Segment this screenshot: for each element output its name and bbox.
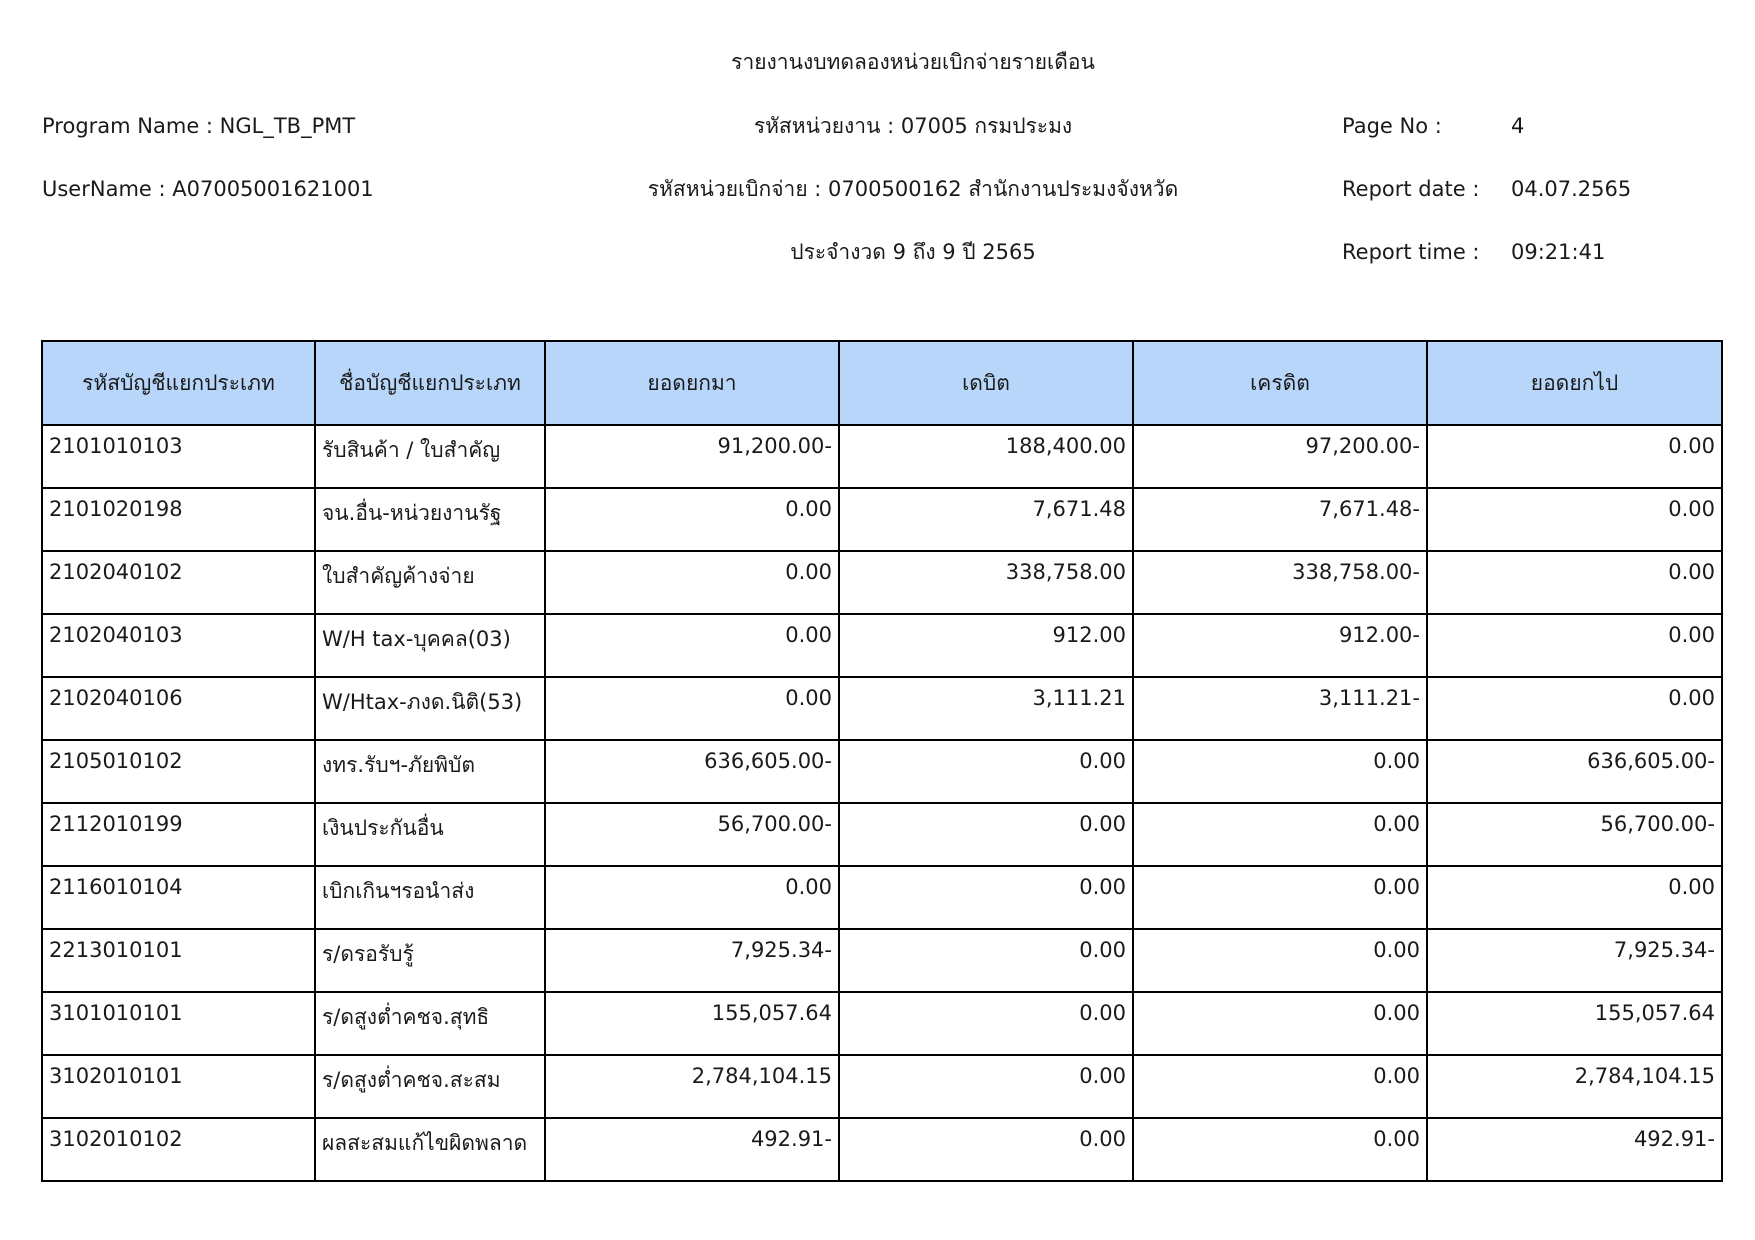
table-row xyxy=(42,1055,1722,1118)
report-title: รายงานงบทดลองหน่วยเบิกจ่ายรายเดือน xyxy=(731,50,1095,74)
cell-debit: 0.00 xyxy=(839,929,1133,992)
cell-account-code: 2102040102 xyxy=(42,551,315,614)
cell-credit: 338,758.00- xyxy=(1133,551,1427,614)
cell-opening-balance: 2,784,104.15 xyxy=(545,1055,839,1118)
cell-closing-balance: 155,057.64 xyxy=(1427,992,1722,1055)
disbursement-unit: รหัสหน่วยเบิกจ่าย : 0700500162 สำนักงานประมงจังหวัด xyxy=(647,177,1179,201)
cell-debit: 7,671.48 xyxy=(839,488,1133,551)
cell-closing-balance: 0.00 xyxy=(1427,677,1722,740)
cell-closing-balance: 0.00 xyxy=(1427,551,1722,614)
cell-account-code: 2112010199 xyxy=(42,803,315,866)
cell-debit: 0.00 xyxy=(839,1055,1133,1118)
page-no-label: Page No : xyxy=(1342,114,1442,138)
user-name: UserName : A07005001621001 xyxy=(42,177,374,201)
cell-account-code: 2105010102 xyxy=(42,740,315,803)
cell-account-name: ร/ดสูงต่ำคชจ.สุทธิ xyxy=(315,992,545,1055)
cell-account-name: ผลสะสมแก้ไขผิดพลาด xyxy=(315,1118,545,1181)
cell-account-name: งทร.รับฯ-ภัยพิบัต xyxy=(315,740,545,803)
cell-debit: 3,111.21 xyxy=(839,677,1133,740)
table-row xyxy=(42,488,1722,551)
cell-opening-balance: 7,925.34- xyxy=(545,929,839,992)
cell-opening-balance: 0.00 xyxy=(545,488,839,551)
cell-account-code: 2116010104 xyxy=(42,866,315,929)
report-period: ประจำงวด 9 ถึง 9 ปี 2565 xyxy=(790,240,1036,264)
cell-account-name: รับสินค้า / ใบสำคัญ xyxy=(315,425,545,488)
cell-account-code: 3101010101 xyxy=(42,992,315,1055)
cell-credit: 0.00 xyxy=(1133,866,1427,929)
cell-closing-balance: 0.00 xyxy=(1427,425,1722,488)
cell-opening-balance: 492.91- xyxy=(545,1118,839,1181)
table-header-row xyxy=(42,341,1722,425)
table-row xyxy=(42,425,1722,488)
cell-closing-balance: 492.91- xyxy=(1427,1118,1722,1181)
table-row xyxy=(42,929,1722,992)
cell-opening-balance: 0.00 xyxy=(545,677,839,740)
cell-closing-balance: 56,700.00- xyxy=(1427,803,1722,866)
cell-account-code: 2101020198 xyxy=(42,488,315,551)
cell-account-code: 3102010101 xyxy=(42,1055,315,1118)
cell-credit: 0.00 xyxy=(1133,929,1427,992)
cell-credit: 912.00- xyxy=(1133,614,1427,677)
cell-closing-balance: 0.00 xyxy=(1427,488,1722,551)
program-name: Program Name : NGL_TB_PMT xyxy=(42,114,356,138)
header-closing-balance: ยอดยกไป xyxy=(1427,341,1722,425)
trial-balance-table xyxy=(41,340,1723,1182)
cell-closing-balance: 636,605.00- xyxy=(1427,740,1722,803)
report-date-label: Report date : xyxy=(1342,177,1480,201)
cell-credit: 0.00 xyxy=(1133,1055,1427,1118)
cell-credit: 0.00 xyxy=(1133,803,1427,866)
header-debit: เดบิต xyxy=(839,341,1133,425)
table-row xyxy=(42,803,1722,866)
cell-account-name: จน.อื่น-หน่วยงานรัฐ xyxy=(315,488,545,551)
cell-account-name: เบิกเกินฯรอนำส่ง xyxy=(315,866,545,929)
header-account-name: ชื่อบัญชีแยกประเภท xyxy=(315,341,545,425)
cell-account-code: 2213010101 xyxy=(42,929,315,992)
table-row xyxy=(42,1118,1722,1181)
cell-account-code: 2102040106 xyxy=(42,677,315,740)
report-time-value: 09:21:41 xyxy=(1511,240,1606,264)
cell-debit: 0.00 xyxy=(839,1118,1133,1181)
cell-credit: 97,200.00- xyxy=(1133,425,1427,488)
cell-opening-balance: 56,700.00- xyxy=(545,803,839,866)
cell-debit: 0.00 xyxy=(839,803,1133,866)
cell-closing-balance: 2,784,104.15 xyxy=(1427,1055,1722,1118)
cell-account-code: 2101010103 xyxy=(42,425,315,488)
table-row xyxy=(42,992,1722,1055)
cell-credit: 0.00 xyxy=(1133,992,1427,1055)
page-no-value: 4 xyxy=(1511,114,1525,138)
cell-account-name: ร/ดสูงต่ำคชจ.สะสม xyxy=(315,1055,545,1118)
cell-opening-balance: 0.00 xyxy=(545,614,839,677)
table-row xyxy=(42,677,1722,740)
cell-closing-balance: 0.00 xyxy=(1427,866,1722,929)
cell-account-name: ใบสำคัญค้างจ่าย xyxy=(315,551,545,614)
cell-credit: 0.00 xyxy=(1133,1118,1427,1181)
cell-account-name: ร/ดรอรับรู้ xyxy=(315,929,545,992)
cell-credit: 7,671.48- xyxy=(1133,488,1427,551)
cell-account-name: W/H tax-บุคคล(03) xyxy=(315,614,545,677)
header-credit: เครดิต xyxy=(1133,341,1427,425)
report-time-label: Report time : xyxy=(1342,240,1480,264)
cell-debit: 0.00 xyxy=(839,992,1133,1055)
cell-closing-balance: 7,925.34- xyxy=(1427,929,1722,992)
cell-account-code: 2102040103 xyxy=(42,614,315,677)
header-opening-balance: ยอดยกมา xyxy=(545,341,839,425)
cell-account-name: W/Htax-ภงด.นิติ(53) xyxy=(315,677,545,740)
header-account-code: รหัสบัญชีแยกประเภท xyxy=(42,341,315,425)
cell-opening-balance: 0.00 xyxy=(545,551,839,614)
cell-credit: 3,111.21- xyxy=(1133,677,1427,740)
cell-debit: 0.00 xyxy=(839,740,1133,803)
cell-opening-balance: 91,200.00- xyxy=(545,425,839,488)
cell-debit: 338,758.00 xyxy=(839,551,1133,614)
cell-account-code: 3102010102 xyxy=(42,1118,315,1181)
report-date-value: 04.07.2565 xyxy=(1511,177,1632,201)
cell-credit: 0.00 xyxy=(1133,740,1427,803)
cell-opening-balance: 636,605.00- xyxy=(545,740,839,803)
agency-code: รหัสหน่วยงาน : 07005 กรมประมง xyxy=(753,114,1073,138)
cell-opening-balance: 0.00 xyxy=(545,866,839,929)
cell-account-name: เงินประกันอื่น xyxy=(315,803,545,866)
table-row xyxy=(42,614,1722,677)
cell-opening-balance: 155,057.64 xyxy=(545,992,839,1055)
cell-debit: 912.00 xyxy=(839,614,1133,677)
table-row xyxy=(42,740,1722,803)
table-row xyxy=(42,866,1722,929)
cell-debit: 188,400.00 xyxy=(839,425,1133,488)
cell-debit: 0.00 xyxy=(839,866,1133,929)
table-row xyxy=(42,551,1722,614)
cell-closing-balance: 0.00 xyxy=(1427,614,1722,677)
